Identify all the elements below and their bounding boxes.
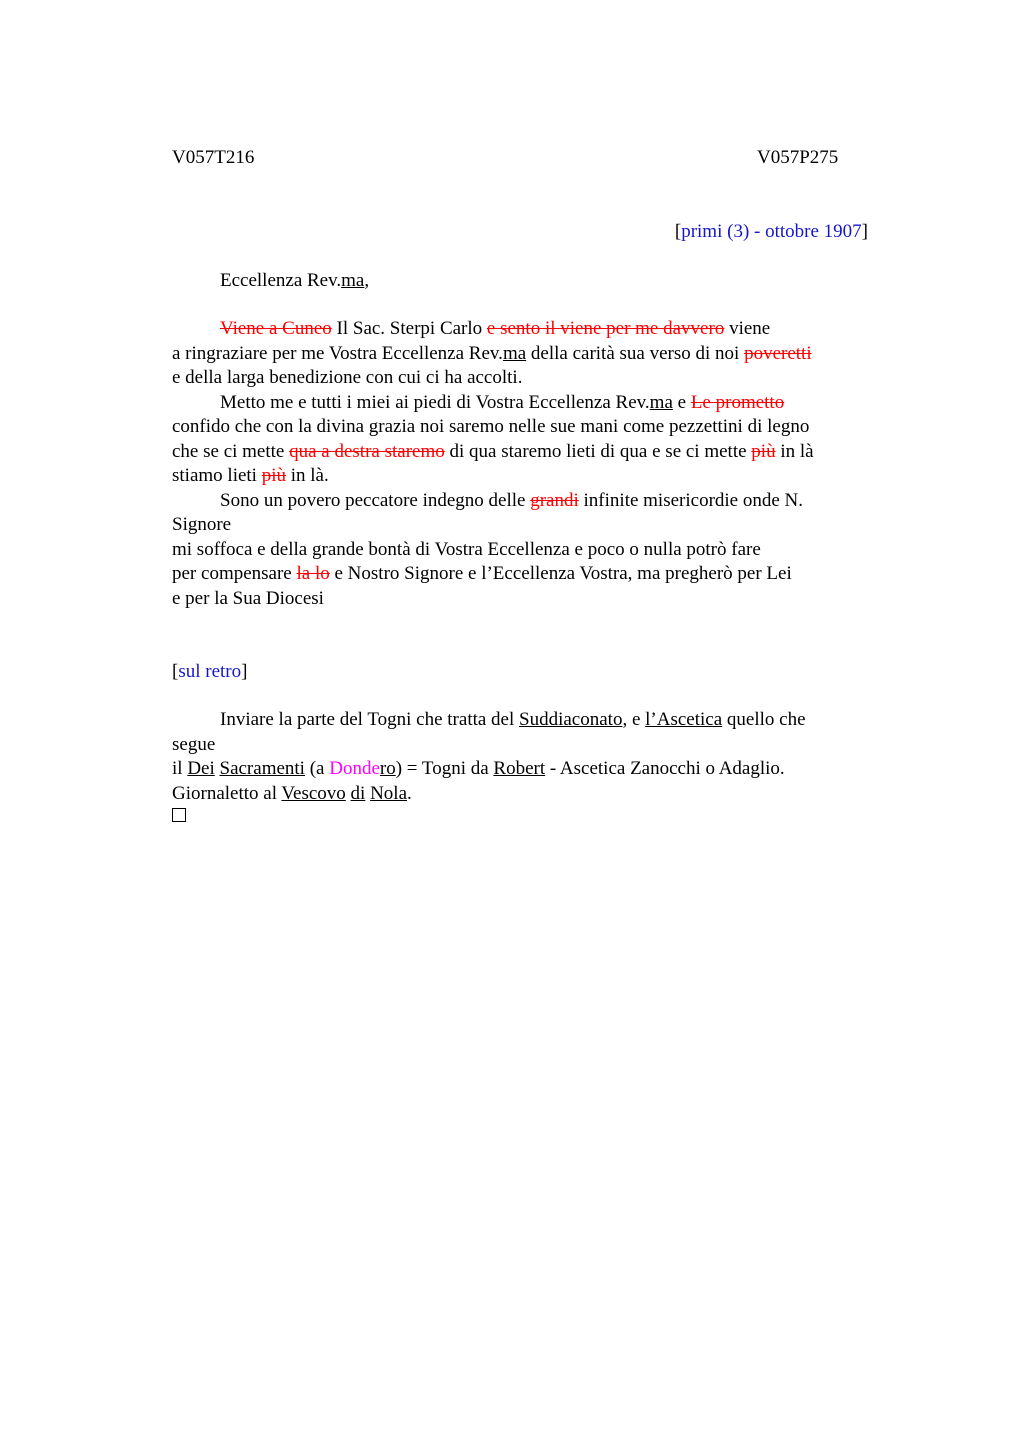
deleted-text: più [261, 465, 286, 486]
date-text: primi (3) - ottobre 1907 [681, 221, 862, 242]
salutation: Eccellenza Rev.ma, [220, 270, 370, 291]
retro-line: segue [172, 733, 216, 755]
retro-line: Inviare la parte del Togni che tratta del Suddiaconato, e l’Ascetica quello che [220, 709, 806, 730]
letter-line: e per la Sua Diocesi [172, 587, 324, 609]
letter-line: Viene a Cuneo Il Sac. Sterpi Carlo e sento il viene per me davvero viene [220, 318, 771, 339]
retro-line: il Dei Sacramenti (a Dondero) = Togni da Robert - Ascetica Zanocchi o Adaglio. [172, 758, 785, 779]
letter-line: stiamo lieti più in là. [172, 465, 329, 486]
letter-line: e della larga benedizione con cui ci ha accolti. [172, 367, 523, 388]
letter-line: Signore [172, 514, 232, 535]
retro-note: [sul retro] [172, 661, 248, 682]
retro-note-text: sul retro [178, 661, 242, 682]
letter-line: per compensare la lo e Nostro Signore e l’Eccellenza Vostra, ma pregherò per Lei [172, 563, 792, 584]
letter-line: che se ci mette qua a destra staremo di qua staremo lieti di qua e se ci mette più in là [172, 440, 814, 462]
deleted-text: e sento il viene per me davvero [486, 318, 725, 339]
letter-line: a ringraziare per me Vostra Eccellenza Rev.ma della carità sua verso di noi poveretti [172, 342, 812, 364]
letter-line: Sono un povero peccatore indegno delle grandi infinite misericordie onde N. [220, 489, 804, 511]
deleted-text: Viene a Cuneo [220, 318, 332, 339]
date-note: [primi (3) - ottobre 1907] [674, 221, 868, 242]
letter-line: Metto me e tutti i miei ai piedi di Vostra Eccellenza Rev.ma e Le prometto [220, 391, 785, 413]
deleted-text: qua a destra staremo [289, 440, 445, 462]
deleted-text: la lo [296, 563, 330, 584]
retro-body [172, 708, 872, 806]
deleted-text: più [751, 440, 776, 462]
deleted-text: Le prometto [690, 391, 785, 413]
letter-line: mi soffoca e della grande bontà di Vostra Eccellenza e poco o nulla potrò fare [172, 538, 761, 560]
retro-line: Giornaletto al Vescovo di Nola. [172, 782, 412, 804]
letter-body [172, 317, 872, 611]
deleted-text: grandi [530, 489, 579, 511]
highlighted-text: Donde [329, 758, 380, 779]
document-code-left: V057T216 [172, 147, 255, 168]
document-code-right: V057P275 [757, 147, 839, 168]
letter-line: confido che con la divina grazia noi saremo nelle sue mani come pezzettini di legno [172, 416, 810, 437]
checkbox-square-icon [172, 808, 186, 822]
deleted-text: poveretti [744, 342, 812, 364]
